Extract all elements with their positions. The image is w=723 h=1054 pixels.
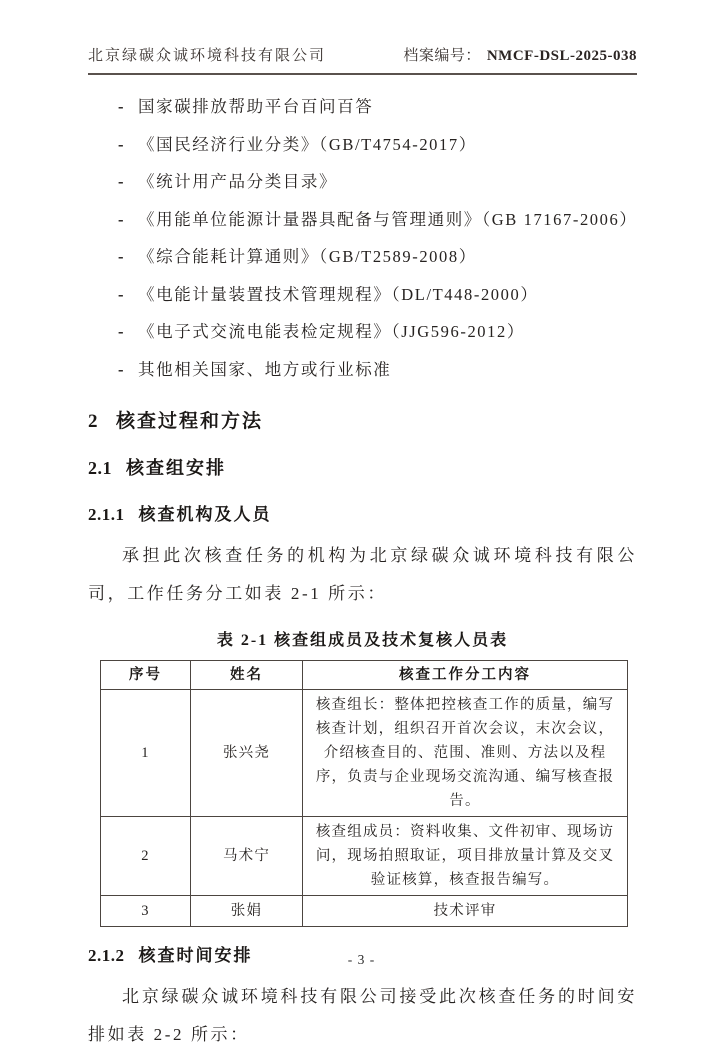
reference-list bbox=[88, 95, 637, 382]
page-header bbox=[88, 44, 637, 75]
cell-name: 张娟 bbox=[191, 895, 303, 926]
table-header-row bbox=[101, 660, 628, 689]
table-caption: 表 2-1 核查组成员及技术复核人员表 bbox=[216, 631, 509, 649]
dash-bullet: - bbox=[118, 322, 126, 341]
cell-no: 2 bbox=[101, 816, 191, 895]
section-heading-2 bbox=[88, 406, 637, 433]
section-title: 核查机构及人员 bbox=[138, 504, 272, 524]
section-number: 2.1.1 bbox=[88, 504, 125, 524]
verification-team-table bbox=[100, 660, 628, 927]
reference-text: 《用能单位能源计量器具配备与管理通则》（GB 17167-2006） bbox=[138, 209, 638, 229]
section-number: 2 bbox=[88, 410, 98, 432]
reference-text: 《综合能耗计算通则》（GB/T2589-2008） bbox=[138, 247, 477, 266]
reference-text: 《电能计量装置技术管理规程》（DL/T448-2000） bbox=[138, 284, 539, 304]
list-item bbox=[88, 320, 637, 344]
cell-no: 3 bbox=[101, 895, 191, 926]
table-row bbox=[101, 816, 628, 895]
file-number-label: 档案编号： bbox=[403, 48, 481, 64]
cell-duty: 技术评审 bbox=[303, 895, 628, 926]
column-header-duty: 核查工作分工内容 bbox=[303, 660, 628, 689]
table-row bbox=[101, 689, 628, 816]
dash-bullet: - bbox=[118, 284, 126, 304]
dash-bullet: - bbox=[118, 134, 126, 154]
cell-duty: 核查组长：整体把控核查工作的质量，编写核查计划，组织召开首次会议，末次会议，介绍核查目的、范围、准则、方法以及程序，负责与企业现场交流沟通、编写核查报告。 bbox=[303, 689, 628, 816]
dash-bullet: - bbox=[118, 172, 126, 191]
list-item bbox=[88, 245, 637, 269]
file-number-value: NMCF-DSL-2025-038 bbox=[486, 48, 637, 64]
section-title: 核查过程和方法 bbox=[116, 410, 264, 432]
cell-duty: 核查组成员：资料收集、文件初审、现场访问，现场拍照取证，项目排放量计算及交叉验证核算，核查报告编写。 bbox=[303, 816, 628, 895]
reference-text: 国家碳排放帮助平台百问百答 bbox=[138, 97, 374, 116]
paragraph-organization: 承担此次核查任务的机构为北京绿碳众诚环境科技有限公司，工作任务分工如表 2-1 所示： bbox=[88, 545, 637, 603]
reference-text: 《电子式交流电能表检定规程》（JJG596-2012） bbox=[138, 322, 525, 341]
reference-text: 《统计用产品分类目录》 bbox=[138, 172, 338, 191]
table-row bbox=[101, 895, 628, 926]
file-number bbox=[403, 44, 637, 65]
list-item bbox=[88, 133, 637, 157]
reference-text: 《国民经济行业分类》（GB/T4754-2017） bbox=[138, 134, 477, 154]
list-item bbox=[88, 95, 637, 119]
list-item bbox=[88, 170, 637, 194]
list-item bbox=[88, 208, 637, 232]
section-heading-2-1 bbox=[88, 454, 637, 480]
paragraph-schedule: 北京绿碳众诚环境科技有限公司接受此次核查任务的时间安排如表 2-2 所示： bbox=[88, 986, 637, 1044]
reference-text: 其他相关国家、地方或行业标准 bbox=[138, 359, 392, 379]
company-name: 北京绿碳众诚环境科技有限公司 bbox=[88, 48, 327, 64]
section-title: 核查组安排 bbox=[126, 457, 226, 478]
dash-bullet: - bbox=[118, 359, 126, 379]
column-header-name: 姓名 bbox=[191, 660, 303, 689]
section-heading-2-1-1 bbox=[88, 500, 637, 525]
dash-bullet: - bbox=[118, 209, 126, 229]
dash-bullet: - bbox=[118, 247, 126, 266]
cell-name: 张兴尧 bbox=[191, 689, 303, 816]
section-number: 2.1.2 bbox=[88, 945, 125, 965]
list-item bbox=[88, 358, 637, 382]
dash-bullet: - bbox=[118, 97, 126, 116]
list-item bbox=[88, 283, 637, 307]
page-number: - 3 - bbox=[347, 952, 376, 967]
column-header-no: 序号 bbox=[101, 660, 191, 689]
cell-name: 马术宁 bbox=[191, 816, 303, 895]
section-number: 2.1 bbox=[88, 457, 112, 478]
section-title: 核查时间安排 bbox=[138, 945, 253, 965]
cell-no: 1 bbox=[101, 689, 191, 816]
